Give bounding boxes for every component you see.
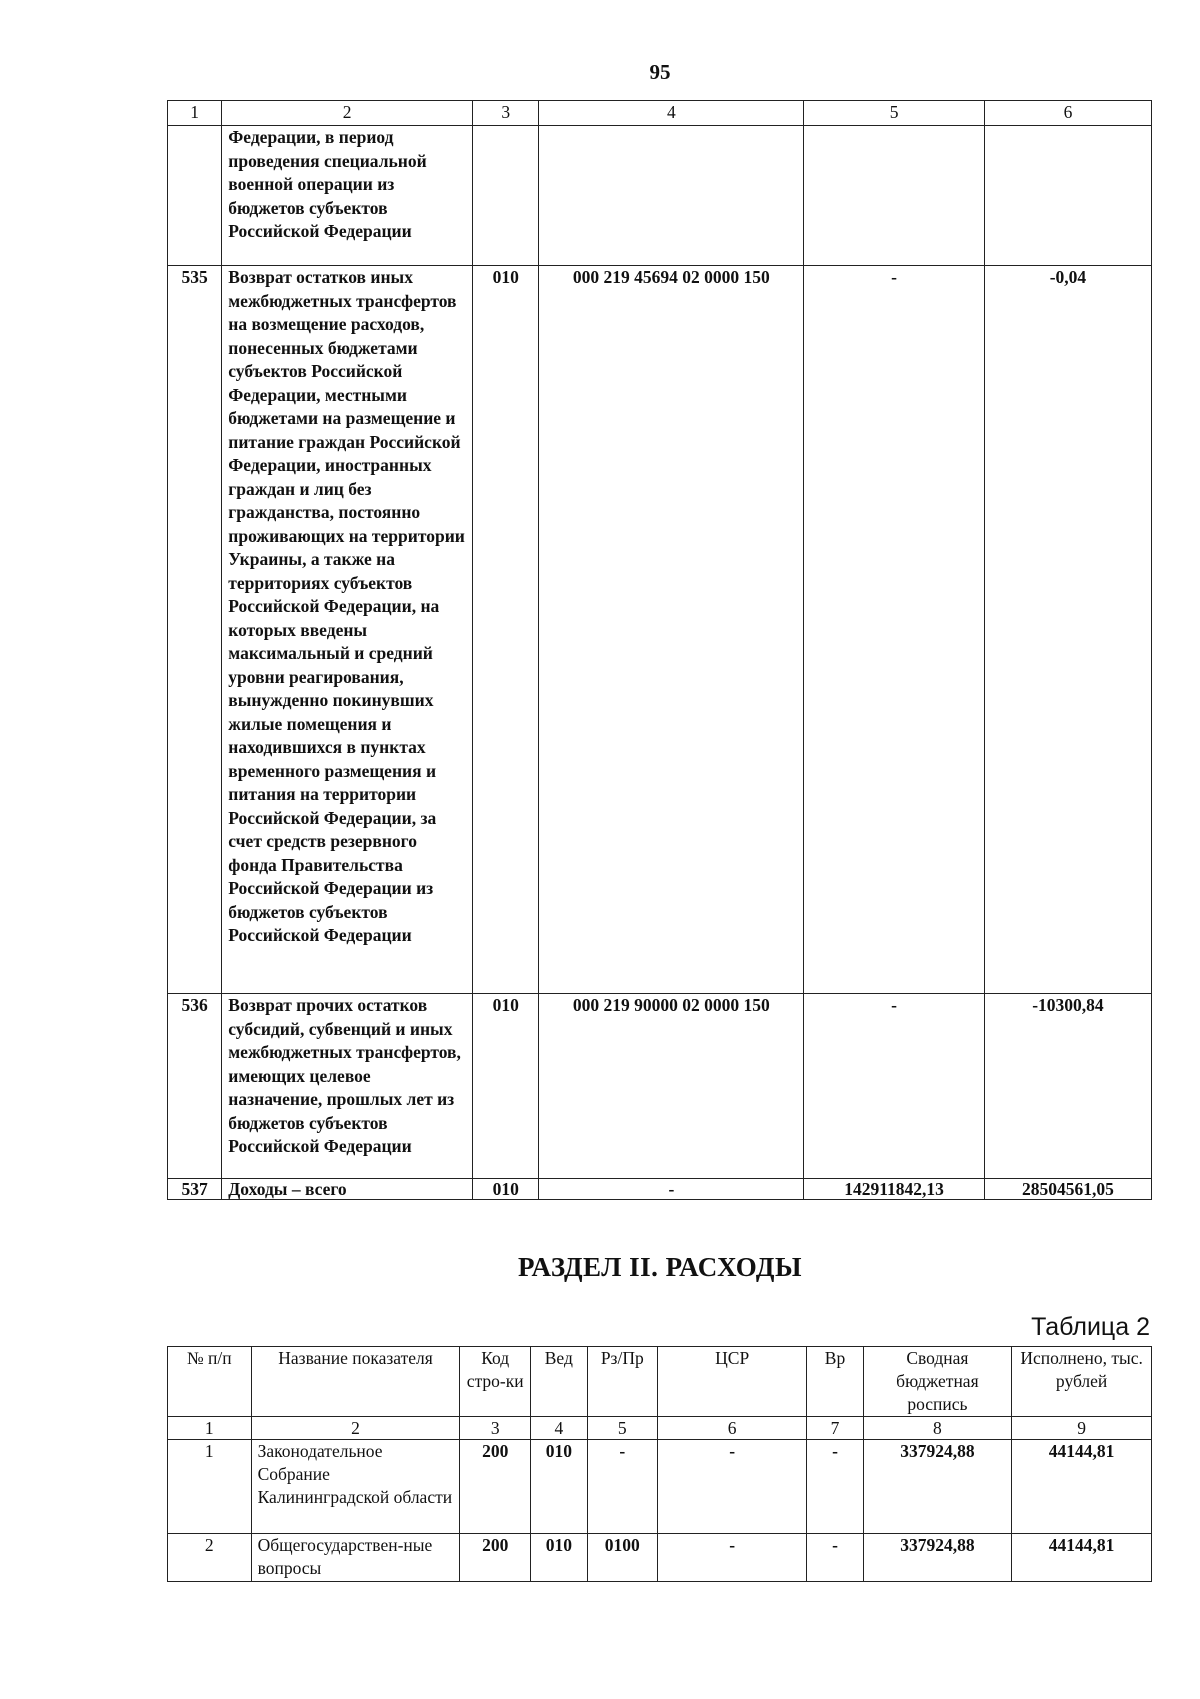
row-code: 010 — [472, 994, 539, 1179]
row-exec: 44144,81 — [1012, 1534, 1152, 1582]
column-number: 9 — [1012, 1417, 1152, 1440]
header-cell-name: Название показателя — [251, 1347, 460, 1417]
row-ved: 010 — [530, 1534, 587, 1582]
row-exec — [984, 126, 1151, 266]
row-code: 200 — [460, 1534, 530, 1582]
header-cell-vr: Вр — [807, 1347, 863, 1417]
column-number: 3 — [460, 1417, 530, 1440]
column-number: 5 — [587, 1417, 657, 1440]
row-vr: - — [807, 1534, 863, 1582]
row-code — [472, 126, 539, 266]
row-number: 2 — [168, 1534, 252, 1582]
table-header-row — [168, 1347, 1152, 1417]
table-row — [168, 994, 1152, 1179]
row-number: 1 — [168, 1440, 252, 1534]
row-kbk — [539, 126, 804, 266]
row-plan: - — [804, 994, 985, 1179]
row-exec: 28504561,05 — [984, 1179, 1151, 1200]
header-cell-exec: Исполнено, тыс. рублей — [1012, 1347, 1152, 1417]
header-cell-csr: ЦСР — [657, 1347, 807, 1417]
header-cell-plan: Сводная бюджетная роспись — [863, 1347, 1012, 1417]
table-header-row — [168, 101, 1152, 126]
header-cell-3: 3 — [472, 101, 539, 126]
table-row — [168, 1534, 1152, 1582]
row-number — [168, 126, 222, 266]
row-csr: - — [657, 1534, 807, 1582]
row-plan — [804, 126, 985, 266]
row-name: Возврат прочих остатков субсидий, субвенций и иных межбюджетных трансфертов, имеющих целевое назначение, прошлых лет из бюджетов субъектов Российской Федерации — [222, 994, 473, 1179]
row-number: 535 — [168, 266, 222, 994]
row-plan: 337924,88 — [863, 1534, 1012, 1582]
table-caption: Таблица 2 — [1031, 1313, 1150, 1341]
row-code: 200 — [460, 1440, 530, 1534]
header-cell-code: Код стро-ки — [460, 1347, 530, 1417]
column-number: 6 — [657, 1417, 807, 1440]
header-cell-6: 6 — [984, 101, 1151, 126]
row-plan: - — [804, 266, 985, 994]
table-row-total — [168, 1179, 1152, 1200]
table-row — [168, 266, 1152, 994]
row-csr: - — [657, 1440, 807, 1534]
table-row — [168, 1440, 1152, 1534]
table-row — [168, 126, 1152, 266]
row-rzpr: 0100 — [587, 1534, 657, 1582]
header-cell-rzpr: Рз/Пр — [587, 1347, 657, 1417]
row-exec: 44144,81 — [1012, 1440, 1152, 1534]
page-number: 95 — [649, 60, 671, 84]
header-cell-5: 5 — [804, 101, 985, 126]
column-number: 8 — [863, 1417, 1012, 1440]
column-number: 4 — [530, 1417, 587, 1440]
row-number: 536 — [168, 994, 222, 1179]
row-kbk: 000 219 45694 02 0000 150 — [539, 266, 804, 994]
row-code: 010 — [472, 266, 539, 994]
row-name: Законодательное Собрание Калининградской области — [251, 1440, 460, 1534]
row-name: Федерации, в период проведения специальной военной операции из бюджетов субъектов Российской Федерации — [222, 126, 473, 266]
row-code: 010 — [472, 1179, 539, 1200]
header-cell-num: № п/п — [168, 1347, 252, 1417]
row-rzpr: - — [587, 1440, 657, 1534]
row-kbk: 000 219 90000 02 0000 150 — [539, 994, 804, 1179]
row-ved: 010 — [530, 1440, 587, 1534]
row-number: 537 — [168, 1179, 222, 1200]
row-plan: 337924,88 — [863, 1440, 1012, 1534]
column-number: 1 — [168, 1417, 252, 1440]
row-kbk: - — [539, 1179, 804, 1200]
column-number: 2 — [251, 1417, 460, 1440]
row-exec: -10300,84 — [984, 994, 1151, 1179]
row-vr: - — [807, 1440, 863, 1534]
expenses-table — [167, 1346, 1152, 1582]
row-plan: 142911842,13 — [804, 1179, 985, 1200]
row-name: Общегосударствен-ные вопросы — [251, 1534, 460, 1582]
column-numbers-row — [168, 1417, 1152, 1440]
row-name: Возврат остатков иных межбюджетных трансфертов на возмещение расходов, понесенных бюджетами субъектов Российской Федерации, местными бюджетами на размещение и питание граждан Российской Федерации, иностранных граждан и лиц без гражданства, постоянно проживающих на территории Украины, а также на территориях субъектов Российской Федерации, на которых введены максимальный и средний уровни реагирования, вынужденно покинувших жилые помещения и находившихся в пунктах временного размещения и питания на территории Российской Федерации, за счет средств резервного фонда Правительства Российской Федерации из бюджетов субъектов Российской Федерации — [222, 266, 473, 994]
header-cell-4: 4 — [539, 101, 804, 126]
column-number: 7 — [807, 1417, 863, 1440]
header-cell-1: 1 — [168, 101, 222, 126]
revenue-table — [167, 100, 1152, 1200]
header-cell-ved: Вед — [530, 1347, 587, 1417]
header-cell-2: 2 — [222, 101, 473, 126]
row-exec: -0,04 — [984, 266, 1151, 994]
row-name: Доходы – всего — [222, 1179, 473, 1200]
section-title: РАЗДЕЛ II. РАСХОДЫ — [518, 1252, 802, 1282]
